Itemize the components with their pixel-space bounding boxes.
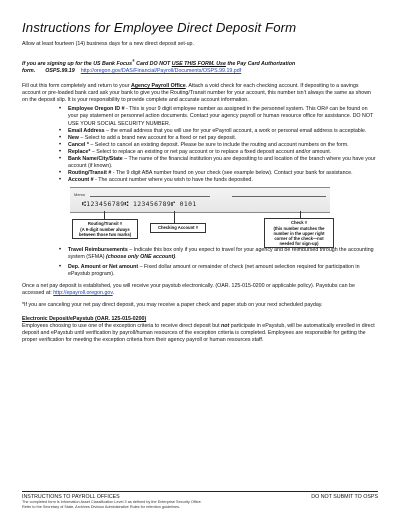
list-item (68, 106, 378, 127)
agency-payroll-office: Agency Payroll Office (130, 83, 186, 90)
footer-right: DO NOT SUBMIT TO OSPS (311, 494, 378, 500)
field-end: . (175, 254, 177, 261)
page-title: Instructions for Employee Direct Deposit Form (22, 20, 297, 35)
field-term: Employee Oregon ID # (68, 106, 125, 113)
check-memo-line (90, 196, 210, 197)
field-term: Routing/Transit # (68, 170, 112, 177)
intro-after: . Attach a void check for each checking account. If depositing to a savings account or pre-loaded bank card ask your bank to give you the Routing/Transit number for your account, this number isn’t always the same as shown on the deposit slip. It is your responsibility to provide complete and accurate account information. (22, 83, 371, 104)
field-text: - The 9 digit ABA number found on your check (see example below). Contact your bank for assistance. (111, 170, 353, 177)
field-term: Travel Reimbursements (68, 247, 128, 254)
sample-check-diagram (64, 187, 334, 247)
list-item (68, 247, 378, 261)
field-term: New (68, 134, 79, 141)
us-bank-prefix: If you are signing up for the US Bank Focus (22, 60, 133, 67)
field-text: – Select to cancel an existing deposit. Please be sure to include the routing and account numbers on the form. (88, 141, 349, 148)
estub-paragraph (22, 323, 378, 344)
paystub-paragraph (22, 283, 378, 297)
intro-before: Fill out this form completely and return to your (22, 83, 131, 90)
check-memo-label: Memo (74, 192, 86, 198)
checking-account-label (150, 223, 206, 232)
list-item (68, 264, 378, 278)
check-number-note: (this number matches the number in the upper right corner of the check—not needed for sign-up) (273, 225, 325, 247)
check-micr-line: ⑆123456789⑆ 123456789⑈ 0101 (82, 200, 197, 209)
pay-card-form-link[interactable]: http://oregon.gov/DAS/Financial/Payroll/Documents/OSPS.99.19.pdf (80, 67, 242, 74)
list-item (68, 149, 378, 156)
check-number-title: Check # (290, 220, 308, 226)
field-text: – The name of the financial institution you are depositing to and location of the branch where you have your account (if known). (68, 155, 376, 170)
footer-note-classification: The completed form is Information Asset Classification Level 3 as defined by the Enterprise Security Office. (22, 500, 202, 504)
footer-note-retention: Refer to the Secretary of State, Archives Division Administrative Rules for retention guidelines. (22, 505, 181, 510)
epayroll-link[interactable]: http://epayroll.oregon.gov (53, 289, 113, 296)
us-bank-notice (22, 58, 378, 75)
allow-notice: Allow at least fourteen (14) business days for a new direct deposit set-up. (22, 41, 194, 47)
us-bank-suffix: the Pay Card Authorization (225, 60, 296, 67)
field-text: - The account number where you wish to have the funds deposited. (93, 177, 253, 184)
routing-label (72, 219, 138, 239)
routing-pointer (104, 211, 105, 219)
check-signature-line (232, 196, 326, 197)
routing-label-note: (A 9-digit number always between those two marks) (78, 226, 132, 237)
account-pointer (174, 211, 175, 223)
estub-not: not (221, 323, 230, 330)
sample-check-image (70, 187, 330, 213)
routing-label-title: Routing/Transit # (87, 221, 123, 227)
field-term: Replace* (68, 148, 91, 155)
field-term: Email Address (68, 127, 105, 134)
list-item (68, 142, 378, 149)
footer-left: INSTRUCTIONS TO PAYROLL OFFICES (22, 494, 120, 500)
estub-text-b: participate in ePaystub, will be automatically enrolled in direct deposit and ePaystub until verification by payroll/human resources of the exception criteria is completed. Employees are responsible for getting the proper verification for meeting the exception criteria from their agency payroll or human resources staff. (22, 323, 375, 344)
footer-notes (22, 500, 202, 510)
field-text: – Fixed dollar amount or remainder of check (net amount selection required for participation in ePaystub program). (68, 263, 360, 277)
field-text: - This is your 9 digit employee number as assigned in the personnel system. This OR# can be found on your pay statement or personnel action documents. Contact your agency payroll or human resource office for assistance. DO NOT USE YOUR SOCIAL SECURITY NUMBER. (68, 106, 374, 127)
estub-text-a: Employees choosing to use one of the exception criteria to receive direct deposit but (22, 323, 222, 330)
list-item (68, 170, 378, 177)
us-bank-form-word: form. (22, 67, 36, 74)
checking-account-title: Checking Account # (157, 225, 199, 231)
paystub-end: . (112, 289, 115, 296)
field-term: Bank Name/City/State (68, 155, 123, 162)
list-item (68, 128, 378, 135)
list-item (68, 156, 378, 170)
us-bank-mid: Card DO NOT (134, 60, 172, 67)
cancel-note: *If you are canceling your net pay direct deposit, you may receive a paper check and paper stub on your next scheduled payday. (22, 301, 323, 308)
us-bank-underlined: USE THIS FORM. Use (171, 60, 226, 67)
check-number-label (264, 218, 334, 248)
registered-mark: ® (132, 59, 135, 64)
pay-card-form-id: OSPS.99.19 (45, 67, 75, 74)
estub-heading: Electronic Deposit/ePaystub (OAR. 125-015-0200) (22, 316, 147, 323)
field-instructions-list-2 (22, 247, 378, 277)
field-text: – Select to add a brand new account for a fixed or net pay deposit. (78, 134, 237, 141)
list-item (68, 177, 378, 184)
field-text: – Select to replace an existing or net pay account or to replace a fixed deposit account and/or amount. (90, 148, 332, 155)
field-term: Dep. Amount or Net amount (68, 263, 139, 270)
field-text: – Indicate this box only if you expect to travel for your agency and be reimbursed through the accounting system (SFMA) (68, 247, 374, 261)
field-instructions-list (22, 106, 378, 184)
list-item (68, 135, 378, 142)
intro-paragraph (22, 83, 378, 104)
field-term: Account # (68, 177, 94, 184)
field-text: – the email address that you will use for your ePayroll account, a work or personal email address is acceptable. (104, 127, 367, 134)
paystub-text: Once a net pay deposit is established, you will receive your paystub electronically. (OAR. 125-015-0200 or applicable policy). Paystubs can be accessed at: (22, 282, 355, 296)
field-emphasis: (choose only ONE account) (105, 254, 176, 261)
field-term: Cancel * (68, 141, 89, 148)
